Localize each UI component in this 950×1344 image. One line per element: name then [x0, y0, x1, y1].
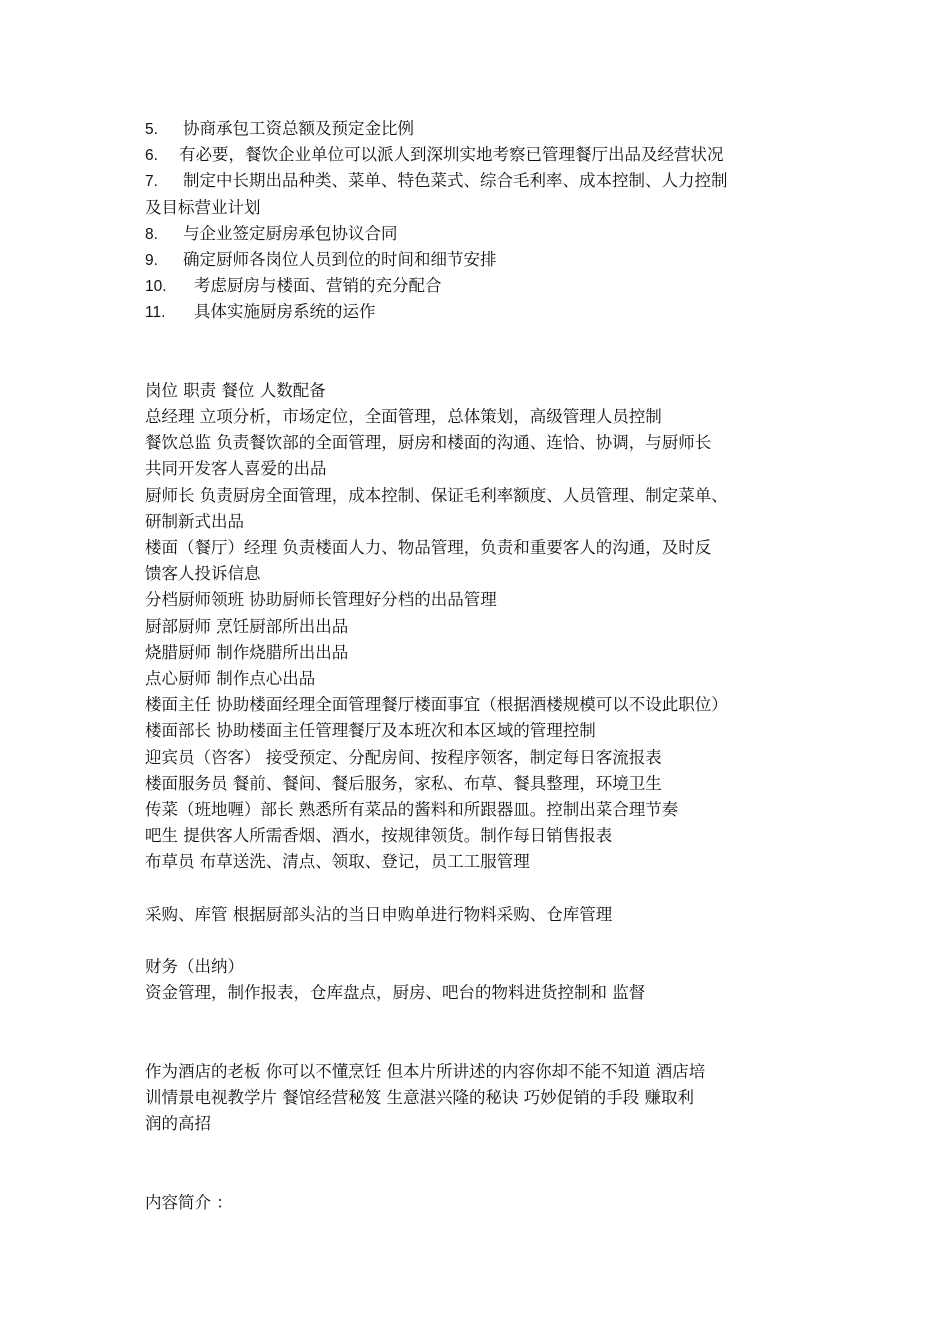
position-line: 分档厨师领班 协助厨师长管理好分档的出品管理 [145, 590, 497, 610]
position-line: 总经理 立项分析，市场定位，全面管理，总体策划，高级管理人员控制 [145, 407, 662, 427]
position-line: 楼面部长 协助楼面主任管理餐厅及本班次和本区域的管理控制 [145, 721, 596, 741]
purchasing-line: 采购、库管 根据厨部头沾的当日申购单进行物料采购、仓库管理 [145, 904, 613, 924]
step-text: 制定中长期出品种类、菜单、特色菜式、综合毛利率、成本控制、人力控制 [183, 171, 728, 191]
position-line: 楼面（餐厅）经理 负责楼面人力、物品管理，负责和重要客人的沟通，及时反 [145, 538, 712, 558]
step-number: 8. [145, 225, 158, 243]
step-number: 11. [145, 304, 166, 322]
step-number: 10. [145, 278, 167, 296]
position-line: 楼面服务员 餐前、餐间、餐后服务，家私、布草、餐具整理，环境卫生 [145, 773, 662, 793]
list-item [145, 247, 815, 273]
position-line: 餐饮总监 负责餐饮部的全面管理，厨房和楼面的沟通、连恰、协调，与厨师长 [145, 433, 712, 453]
list-item [145, 168, 815, 194]
list-item [145, 116, 815, 142]
position-line: 馈客人投诉信息 [145, 564, 261, 584]
list-item [145, 142, 815, 168]
spacer [145, 1006, 815, 1058]
position-line: 布草员 布草送洗、清点、领取、登记，员工工服管理 [145, 852, 530, 872]
position-line: 研制新式出品 [145, 511, 244, 531]
positions-header: 岗位 职责 餐位 人数配备 [145, 380, 326, 400]
list-item [145, 221, 815, 247]
step-number: 7. [145, 173, 158, 191]
position-line: 点心厨师 制作点心出品 [145, 668, 316, 688]
spacer [145, 1137, 815, 1189]
finance-title: 财务（出纳） [145, 957, 244, 977]
position-line: 厨师长 负责厨房全面管理，成本控制、保证毛利率额度、人员管理、制定菜单、 [145, 485, 728, 505]
position-line: 厨部厨师 烹饪厨部所出出品 [145, 616, 349, 636]
finance-text: 资金管理，制作报表，仓库盘点，厨房、吧台的物料进货控制和 监督 [145, 983, 646, 1003]
step-text: 有必要，餐饮企业单位可以派人到深圳实地考察已管理餐厅出品及经营状况 [179, 145, 724, 165]
step-text: 及目标营业计划 [145, 197, 261, 217]
list-item [145, 273, 815, 299]
promo-line: 训情景电视教学片 餐馆经营秘笈 生意湛兴隆的秘诀 巧妙促销的手段 赚取利 [145, 1087, 694, 1107]
position-line: 共同开发客人喜爱的出品 [145, 459, 327, 479]
document-page [145, 116, 815, 1216]
promo-line: 润的高招 [145, 1114, 211, 1134]
step-number: 5. [145, 121, 158, 138]
promo-line: 作为酒店的老板 你可以不懂烹饪 但本片所讲述的内容你却不能不知道 酒店培 [145, 1061, 706, 1081]
step-list [145, 116, 815, 326]
step-number: 6. [145, 147, 158, 165]
intro-label: 内容简介 ： [145, 1192, 233, 1212]
step-number: 9. [145, 251, 158, 269]
step-text: 确定厨师各岗位人员到位的时间和细节安排 [183, 249, 497, 269]
list-item [145, 299, 815, 325]
step-text: 与企业签定厨房承包协议合同 [183, 223, 398, 243]
position-line: 迎宾员（咨客） 接受预定、分配房间、按程序领客，制定每日客流报表 [145, 747, 662, 767]
position-line: 传菜（班地喱）部长 熟悉所有菜品的酱料和所跟器皿。控制出菜合理节奏 [145, 799, 679, 819]
position-line: 吧生 提供客人所需香烟、酒水，按规律领货。制作每日销售报表 [145, 826, 613, 846]
spacer [145, 326, 815, 378]
spacer [145, 928, 815, 954]
step-text: 协商承包工资总额及预定金比例 [183, 119, 414, 138]
step-text: 具体实施厨房系统的运作 [194, 302, 376, 322]
positions-section [145, 378, 815, 876]
spacer [145, 875, 815, 901]
position-line: 楼面主任 协助楼面经理全面管理餐厅楼面事宜（根据酒楼规模可以不设此职位） [145, 695, 728, 715]
list-item-continuation [145, 195, 815, 221]
position-line: 烧腊厨师 制作烧腊所出出品 [145, 642, 349, 662]
promo-paragraph [145, 1059, 815, 1138]
step-text: 考虑厨房与楼面、营销的充分配合 [194, 276, 442, 296]
